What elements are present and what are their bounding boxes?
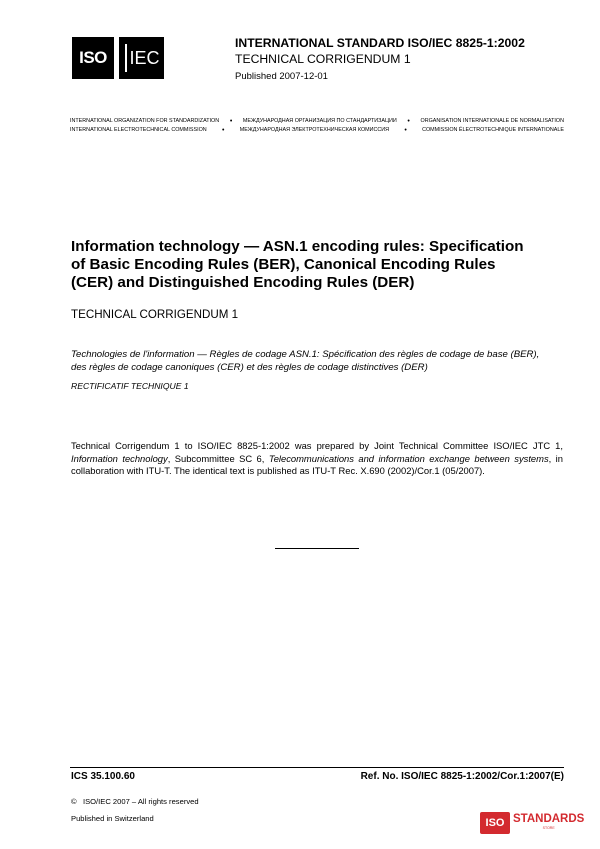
- org-name: COMMISSION ÉLECTROTECHNIQUE INTERNATIONALE: [422, 127, 564, 133]
- standard-title: INTERNATIONAL STANDARD ISO/IEC 8825-1:2002: [235, 36, 525, 50]
- title-line: (CER) and Distinguished Encoding Rules (DER): [71, 274, 415, 291]
- store-word: STANDARDS: [513, 813, 585, 825]
- iso-logo: [72, 37, 114, 79]
- separator-dot: •: [407, 118, 410, 125]
- center-divider: [275, 548, 359, 549]
- separator-dot: •: [404, 127, 407, 134]
- copyright-icon: ©: [71, 797, 77, 806]
- foreword-paragraph: [71, 440, 563, 478]
- document-title: [71, 238, 571, 292]
- french-title-line: des règles de codage canoniques (CER) et des règles de codage distinctives (DER): [71, 362, 428, 373]
- corrigendum-label-fr: RECTIFICATIF TECHNIQUE 1: [71, 381, 189, 391]
- store-small-text: STORE: [542, 826, 555, 830]
- store-wordmark: [513, 812, 584, 831]
- separator-dot: •: [221, 127, 225, 134]
- french-title-line: Technologies de l'information — Règles de codage ASN.1: Spécification des règles de codage de base (BER),: [71, 349, 540, 360]
- title-line: Information technology — ASN.1 encoding rules: Specification: [71, 238, 524, 255]
- organizations-row-1: [70, 117, 564, 126]
- ics-code: ICS 35.100.60: [71, 771, 135, 782]
- organizations-row-2: [70, 126, 564, 135]
- para-italic-text: Information technology: [71, 452, 168, 464]
- footer-divider: [70, 767, 564, 768]
- published-date: Published 2007-12-01: [235, 71, 328, 82]
- iec-logo-text: IEC: [129, 47, 160, 68]
- store-iso-logo: ISO: [480, 812, 510, 834]
- iso-standards-store-badge[interactable]: [480, 812, 584, 842]
- standard-subtitle: TECHNICAL CORRIGENDUM 1: [235, 52, 411, 66]
- title-line: of Basic Encoding Rules (BER), Canonical Encoding Rules: [71, 256, 496, 273]
- reference-number: Ref. No. ISO/IEC 8825-1:2002/Cor.1:2007(E): [360, 771, 564, 782]
- org-name: МЕЖДУНАРОДНАЯ ОРГАНИЗАЦИЯ ПО СТАНДАРТИЗАЦИИ: [242, 118, 397, 124]
- org-name: ORGANISATION INTERNATIONALE DE NORMALISATION: [420, 118, 564, 124]
- para-text: , in collaboration with ITU-T. The identical text is published as ITU-T Rec. X.690 (2002)/Cor.1 (05/2007).: [71, 452, 563, 476]
- org-name: INTERNATIONAL ELECTROTECHNICAL COMMISSION: [70, 127, 207, 133]
- published-location: Published in Switzerland: [71, 814, 154, 823]
- para-italic-text: Telecommunications and information exchange between systems: [268, 452, 549, 464]
- iso-logo-text: ISO: [79, 48, 107, 67]
- corrigendum-label-en: TECHNICAL CORRIGENDUM 1: [71, 308, 239, 321]
- separator-dot: •: [229, 118, 233, 125]
- iec-logo-bar: [125, 44, 127, 72]
- para-text: Technical Corrigendum 1 to ISO/IEC 8825-1:2002 was prepared by Joint Technical Committee ISO/IEC JTC 1,: [71, 440, 563, 451]
- organizations-block: [70, 117, 564, 135]
- copyright-text: ISO/IEC 2007 – All rights reserved: [82, 797, 199, 806]
- org-name: МЕЖДУНАРОДНАЯ ЭЛЕКТРОТЕХНИЧЕСКАЯ КОМИССИЯ: [239, 127, 390, 133]
- org-name: INTERNATIONAL ORGANIZATION FOR STANDARDIZATION: [70, 118, 220, 124]
- para-text: , Subcommittee SC 6,: [167, 452, 269, 464]
- iec-logo: [119, 37, 164, 79]
- french-title: [71, 348, 566, 374]
- copyright-notice: [71, 797, 199, 806]
